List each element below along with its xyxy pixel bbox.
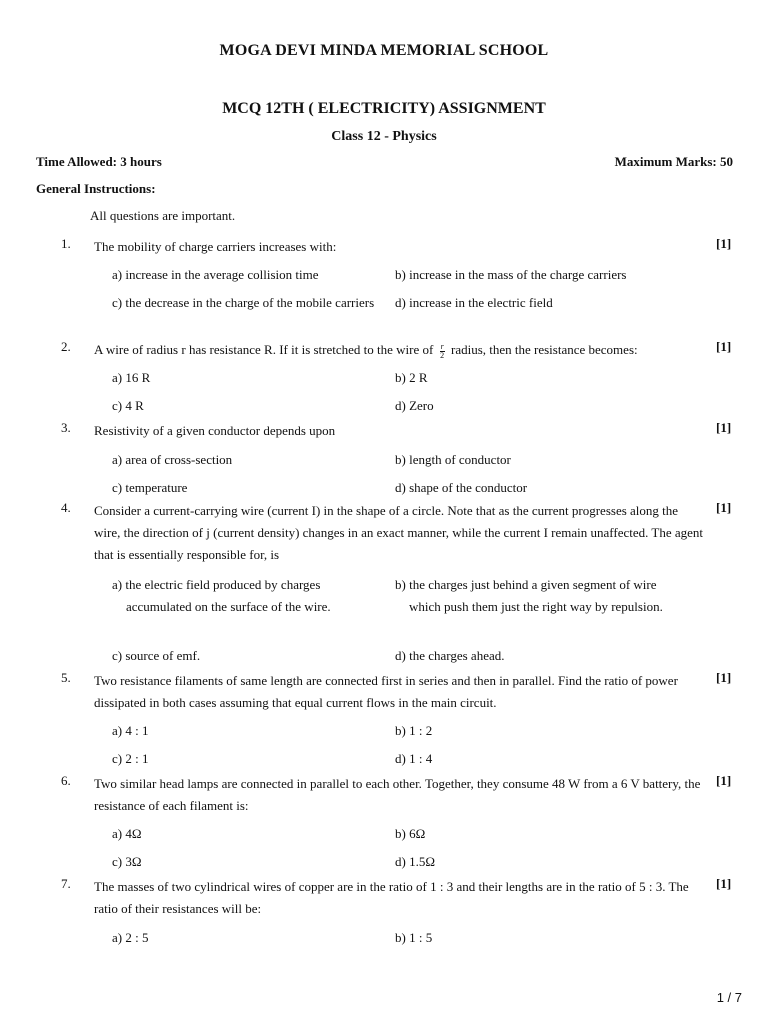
question-marks: [1] — [716, 773, 732, 788]
question-marks: [1] — [716, 236, 732, 251]
fraction-denominator: 2 — [440, 350, 445, 360]
question-marks: [1] — [716, 670, 732, 685]
time-allowed: Time Allowed: 3 hours — [36, 154, 162, 169]
question-number: 2. — [61, 339, 71, 354]
option-d: d) the charges ahead. — [395, 648, 505, 663]
stem-text-pre: A wire of radius r has resistance R. If it is stretched to the wire of — [94, 342, 434, 357]
question-stem: The masses of two cylindrical wires of copper are in the ratio of 1 : 3 and their lengths are in the ratio of 5 : 3. The ratio of their resistances will be: — [94, 879, 689, 916]
school-name: MOGA DEVI MINDA MEMORIAL SCHOOL — [219, 42, 549, 59]
assignment-title: MCQ 12TH ( ELECTRICITY) ASSIGNMENT — [222, 100, 546, 117]
class-subtitle: Class 12 - Physics — [331, 129, 437, 144]
option-a: a) increase in the average collision time — [112, 267, 319, 282]
stem-text-post: radius, then the resistance becomes: — [450, 342, 638, 357]
option-b: b) 6Ω — [395, 826, 426, 841]
option-a: a) 4Ω — [112, 826, 142, 841]
option-b: b) 1 : 2 — [395, 723, 433, 738]
question-number: 7. — [61, 876, 71, 891]
question-stem: Resistivity of a given conductor depends upon — [94, 423, 336, 438]
question-stem: The mobility of charge carriers increases with: — [94, 239, 337, 254]
option-a: a) 2 : 5 — [112, 930, 149, 945]
question-number: 1. — [61, 236, 71, 251]
option-a: a) 16 R — [112, 370, 151, 385]
question-marks: [1] — [716, 500, 732, 515]
question-number: 3. — [61, 420, 71, 435]
question-stem: Two similar head lamps are connected in parallel to each other. Together, they consume 48 W from a 6 V battery, the resistance of each filament is: — [94, 776, 701, 813]
instructions-heading: General Instructions: — [36, 181, 156, 196]
maximum-marks: Maximum Marks: 50 — [614, 154, 733, 169]
option-a: a) 4 : 1 — [112, 723, 149, 738]
option-d: d) increase in the electric field — [395, 295, 553, 310]
fraction-r-over-2 — [440, 343, 445, 360]
option-a: a) the electric field produced by charges accumulated on the surface of the wire. — [112, 577, 331, 614]
option-c: c) source of emf. — [112, 648, 201, 663]
option-b: b) the charges just behind a given segment of wire which push them just the right way by repulsion. — [395, 577, 663, 614]
option-c: c) 4 R — [112, 398, 144, 413]
question-stem: Two resistance filaments of same length are connected first in series and then in parallel. Find the ratio of power dissipated in both cases assuming that equal current flows in the main circuit. — [94, 673, 678, 710]
page-indicator: 1 / 7 — [716, 990, 742, 1005]
option-d: d) Zero — [395, 398, 434, 413]
question-stem: Consider a current-carrying wire (current I) in the shape of a circle. Note that as the current progresses along the wire, the direction of j (current density) changes in an exact manner, while the current I remain unaffected. The agent that is essentially responsible for, is — [94, 503, 704, 562]
option-d: d) shape of the conductor — [395, 480, 528, 495]
option-d: d) 1.5Ω — [395, 854, 435, 869]
question-marks: [1] — [716, 339, 732, 354]
option-c: c) 2 : 1 — [112, 751, 149, 766]
question-marks: [1] — [716, 876, 732, 891]
option-d: d) 1 : 4 — [395, 751, 433, 766]
option-c: c) the decrease in the charge of the mobile carriers — [112, 295, 375, 310]
question-stem — [94, 339, 706, 361]
option-c: c) temperature — [112, 480, 188, 495]
option-a: a) area of cross-section — [112, 452, 233, 467]
fraction-numerator: r — [440, 341, 444, 351]
question-marks: [1] — [716, 420, 732, 435]
exam-meta — [36, 154, 733, 170]
option-b: b) 1 : 5 — [395, 930, 433, 945]
instructions-text: All questions are important. — [90, 208, 236, 223]
question-number: 4. — [61, 500, 71, 515]
question-number: 6. — [61, 773, 71, 788]
option-b: b) increase in the mass of the charge carriers — [395, 267, 627, 282]
option-b: b) length of conductor — [395, 452, 511, 467]
option-b: b) 2 R — [395, 370, 428, 385]
option-c: c) 3Ω — [112, 854, 142, 869]
question-number: 5. — [61, 670, 71, 685]
